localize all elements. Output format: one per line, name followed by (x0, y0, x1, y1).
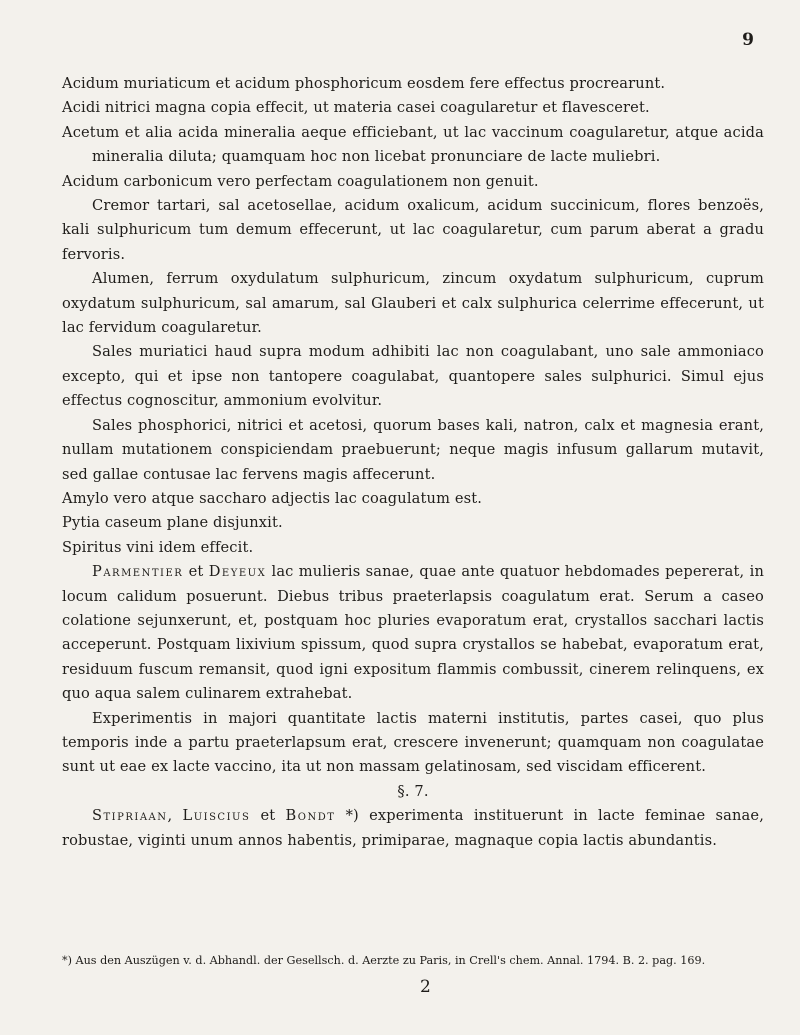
paragraph-text: experimenta instituerunt in lacte feminae sanae, robustae, viginti unum annos habentis, primiparae, magnaque copia lactis abundantis. (62, 807, 764, 849)
author-name: Luiscius (182, 807, 251, 825)
conjunction: et (250, 807, 286, 825)
printer-signature: 2 (420, 977, 431, 997)
paragraph: Acetum et alia acida mineralia aeque efficiebant, ut lac vaccinum coagularetur, atque acida mineralia diluta; quamquam hoc non licebat pronunciare de lacte muliebri. (62, 123, 764, 166)
paragraph (62, 804, 764, 853)
author-name: Bondt (285, 807, 336, 825)
paragraph: Cremor tartari, sal acetosellae, acidum oxalicum, acidum succinicum, flores benzoës, kali sulphuricum tum demum effecerunt, ut lac coagularetur, cum parum aberat a gradu fervoris. (62, 197, 764, 263)
paragraph: Acidi nitrici magna copia effecit, ut materia casei coagularetur et flavesceret. (62, 99, 650, 117)
footnote-marker: *) (335, 807, 359, 825)
paragraph: Spiritus vini idem effecit. (62, 538, 254, 556)
author-name: Deyeux (208, 563, 267, 581)
author-name: Stipriaan (92, 807, 168, 825)
body-text (62, 72, 764, 853)
paragraph-text: lac mulieris sanae, quae ante quatuor hebdomades pepererat, in locum calidum posuerunt. Diebus tribus praeterlapsis coagulatum erat. Serum a caseo colatione sejunxerunt, et, postquam hoc pluries evaporatum erat, crystallos sacchari lactis acceperunt. Postquam lixivium spissum, quod supra crystallos se habebat, evaporatum erat, residuum fuscum remansit, quod igni expositum flammis combussit, cinerem relinquens, ex quo aqua salem culinarem extrahebat. (62, 563, 764, 703)
paragraph: Sales phosphorici, nitrici et acetosi, quorum bases kali, natron, calx et magnesia erant, nullam mutationem conspiciendam praebuerunt; neque magis infusum gallarum mutavit, sed gallae contusae lac fervens magis affecerunt. (62, 416, 764, 483)
paragraph: Alumen, ferrum oxydulatum sulphuricum, zincum oxydatum sulphuricum, cuprum oxydatum sulphuricum, sal amarum, sal Glauberi et calx sulphurica celerrime effecerunt, ut lac fervidum coagularetur. (62, 270, 764, 337)
footnote: *) Aus den Auszügen v. d. Abhandl. der Gesellsch. d. Aerzte zu Paris, in Crell's chem. Annal. 1794. B. 2. pag. 169. (62, 954, 706, 967)
paragraph: Acidum muriaticum et acidum phosphoricum eosdem fere effectus procrearunt. (62, 75, 666, 92)
author-name: Parmentier (92, 563, 184, 581)
section-heading: §. 7. (397, 782, 429, 800)
paragraph (62, 560, 764, 706)
paragraph: Sales muriatici haud supra modum adhibiti lac non coagulabant, uno sale ammoniaco excepto, qui et ipse non tantopere coagulabat, quantopere sales sulphurici. Simul ejus effectus cognoscitur, ammonium evolvitur. (62, 343, 764, 410)
page-number: 9 (742, 30, 754, 50)
conjunction: et (183, 563, 209, 581)
paragraph: Acidum carbonicum vero perfectam coagulationem non genuit. (62, 172, 539, 190)
paragraph: Amylo vero atque saccharo adjectis lac coagulatum est. (62, 489, 483, 507)
paragraph: Pytia caseum plane disjunxit. (62, 514, 283, 532)
separator: , (167, 807, 183, 825)
paragraph: Experimentis in majori quantitate lactis materni institutis, partes casei, quo plus temporis inde a partu praeterlapsum erat, crescere invenerunt; quamquam non coagulatae sunt ut eae ex lacte vaccino, ita ut non massam gelatinosam, sed viscidam efficerent. (62, 709, 764, 776)
